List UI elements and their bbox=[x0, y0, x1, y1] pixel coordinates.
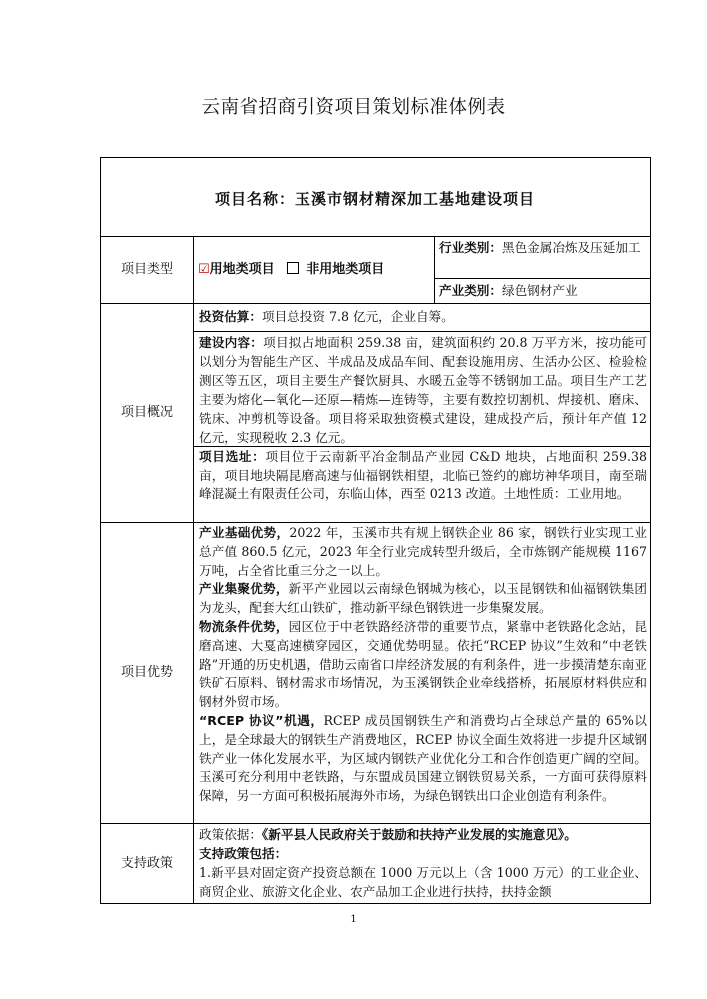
advantages-label: 项目优势 bbox=[120, 665, 173, 680]
policy-basis-title: 《新平县人民政府关于鼓励和扶持产业发展的实施意见》。 bbox=[261, 827, 577, 842]
policy-content-text: 1.新平县对固定资产投资总额在 1000 万元以上（含 1000 万元）的工业企业、商贸企业、旅游文化企业、农产品加工企业进行扶持，扶持金额 bbox=[199, 865, 647, 899]
row-divider bbox=[434, 278, 651, 279]
non-land-use-option: 非用地类项目 bbox=[306, 262, 385, 277]
site-label: 项目选址： bbox=[199, 449, 266, 464]
project-type-label: 项目类型 bbox=[120, 262, 173, 277]
overview-label: 项目概况 bbox=[120, 405, 173, 420]
document-title: 云南省招商引资项目策划标准体例表 bbox=[201, 97, 506, 118]
column-divider bbox=[434, 236, 435, 303]
advantage-heading: 产业基础优势， bbox=[199, 525, 290, 540]
policy-basis bbox=[199, 825, 647, 844]
investment-estimate bbox=[199, 307, 647, 327]
advantage-heading: 物流条件优势， bbox=[199, 618, 289, 634]
project-name-row bbox=[100, 188, 650, 209]
policy-label: 支持政策 bbox=[120, 856, 173, 871]
investment-label: 投资估算： bbox=[199, 309, 262, 324]
advantage-text: 新平产业园以云南绿色钢城为核心，以玉昆钢铁和仙福钢铁集团为龙头，配套大红山铁矿，推动新平绿色钢铁进一步集聚发展。 bbox=[199, 581, 648, 616]
sector-value: 绿色钢材产业 bbox=[501, 283, 578, 298]
industry-label: 行业类别： bbox=[439, 240, 502, 255]
policy-content-label: 支持政策包括： bbox=[199, 846, 288, 861]
advantage-heading: 产业集聚优势， bbox=[199, 581, 289, 597]
project-name-label: 项目名称： bbox=[214, 190, 295, 208]
advantage-text: RCEP 成员国钢铁生产和消费均占全球总产量的 65%以上，是全球最大的钢铁生产消费地区，RCEP 协议全面生效将进一步提升区域钢铁产业一体化发展水平，为区域内钢铁产业优化分工和合作创造更广阔的空间。玉溪可充分利用中老铁路，与东盟成员国建立钢铁贸易关系，一方面可获得原料保障，另一方面可积极拓展海外市场，为绿色钢铁出口企业创造有利条件。 bbox=[199, 712, 647, 804]
advantage-text: 园区位于中老铁路经济带的重要节点，紧靠中老铁路化念站，昆磨高速、大戛高速横穿园区，交通优势明显。依托“RCEP 协议”生效和“中老铁路”开通的历史机遇，借助云南省口岸经济发展的有利条件，进一步摸清楚东南亚铁矿石原料、钢材需求市场情况，为玉溪钢铁企业牵线搭桥，拓展原材料供应和钢材外贸市场。 bbox=[199, 618, 648, 710]
advantages-content bbox=[199, 524, 647, 806]
site-selection bbox=[199, 448, 647, 504]
advantage-item bbox=[199, 580, 647, 618]
policy-basis-prefix: 政策依据： bbox=[199, 827, 262, 842]
policy-content bbox=[199, 825, 647, 901]
page-number: 1 bbox=[350, 914, 357, 925]
column-divider bbox=[193, 236, 194, 904]
advantage-item bbox=[199, 524, 647, 580]
construction-text: 项目拟占地面积 259.38 亩，建筑面积约 20.8 万平方米，按功能可以划分为智能生产区、半成品及成品车间、配套设施用房、生活办公区、检验检测区等五区，项目主要生产餐饮厨具、水暖五金等不锈钢加工品。项目生产工艺主要为熔化—氧化—还原—精炼—连铸等，主要有数控切割机、焊接机、磨床、铣床、冲剪机等设备。项目将采取独资模式建设，建成投产后，预计年产值 12 亿元，实现税收 2.3 亿元。 bbox=[199, 335, 647, 445]
sector-label: 产业类别： bbox=[439, 283, 502, 298]
project-name-value: 玉溪市钢材精深加工基地建设项目 bbox=[295, 190, 536, 208]
land-use-option: 用地类项目 bbox=[209, 262, 275, 277]
project-type-options bbox=[198, 260, 434, 282]
advantage-text: 2022 年，玉溪市共有规上钢铁企业 86 家，钢铁行业实现工业总产值 860.5 亿元，2023 年全行业完成转型升级后，全市炼钢产能规模 1167 万吨，占全省比重三分之一以上。 bbox=[199, 525, 648, 578]
construction-content bbox=[199, 333, 647, 447]
advantage-item bbox=[199, 618, 647, 712]
unchecked-box-icon bbox=[287, 262, 299, 274]
advantage-item bbox=[199, 712, 647, 806]
industry-category bbox=[439, 238, 647, 278]
checked-box-icon: ☑ bbox=[198, 262, 210, 277]
investment-text: 项目总投资 7.8 亿元，企业自筹。 bbox=[261, 309, 454, 324]
site-text: 项目位于云南新平冶金制品产业园 C&D 地块，占地面积 259.38 亩，项目地块隔昆磨高速与仙福钢铁相望，北临已签约的廊坊神华项目，南至瑞峰混凝土有限责任公司，东临山体，西至 0213 改道。土地性质：工业用地。 bbox=[199, 449, 647, 501]
advantage-heading: “RCEP 协议”机遇， bbox=[199, 712, 324, 728]
sector-category bbox=[439, 281, 647, 303]
construction-label: 建设内容： bbox=[199, 335, 264, 350]
industry-value: 黑色金属冶炼及压延加工 bbox=[501, 240, 641, 255]
row-divider bbox=[193, 331, 651, 332]
